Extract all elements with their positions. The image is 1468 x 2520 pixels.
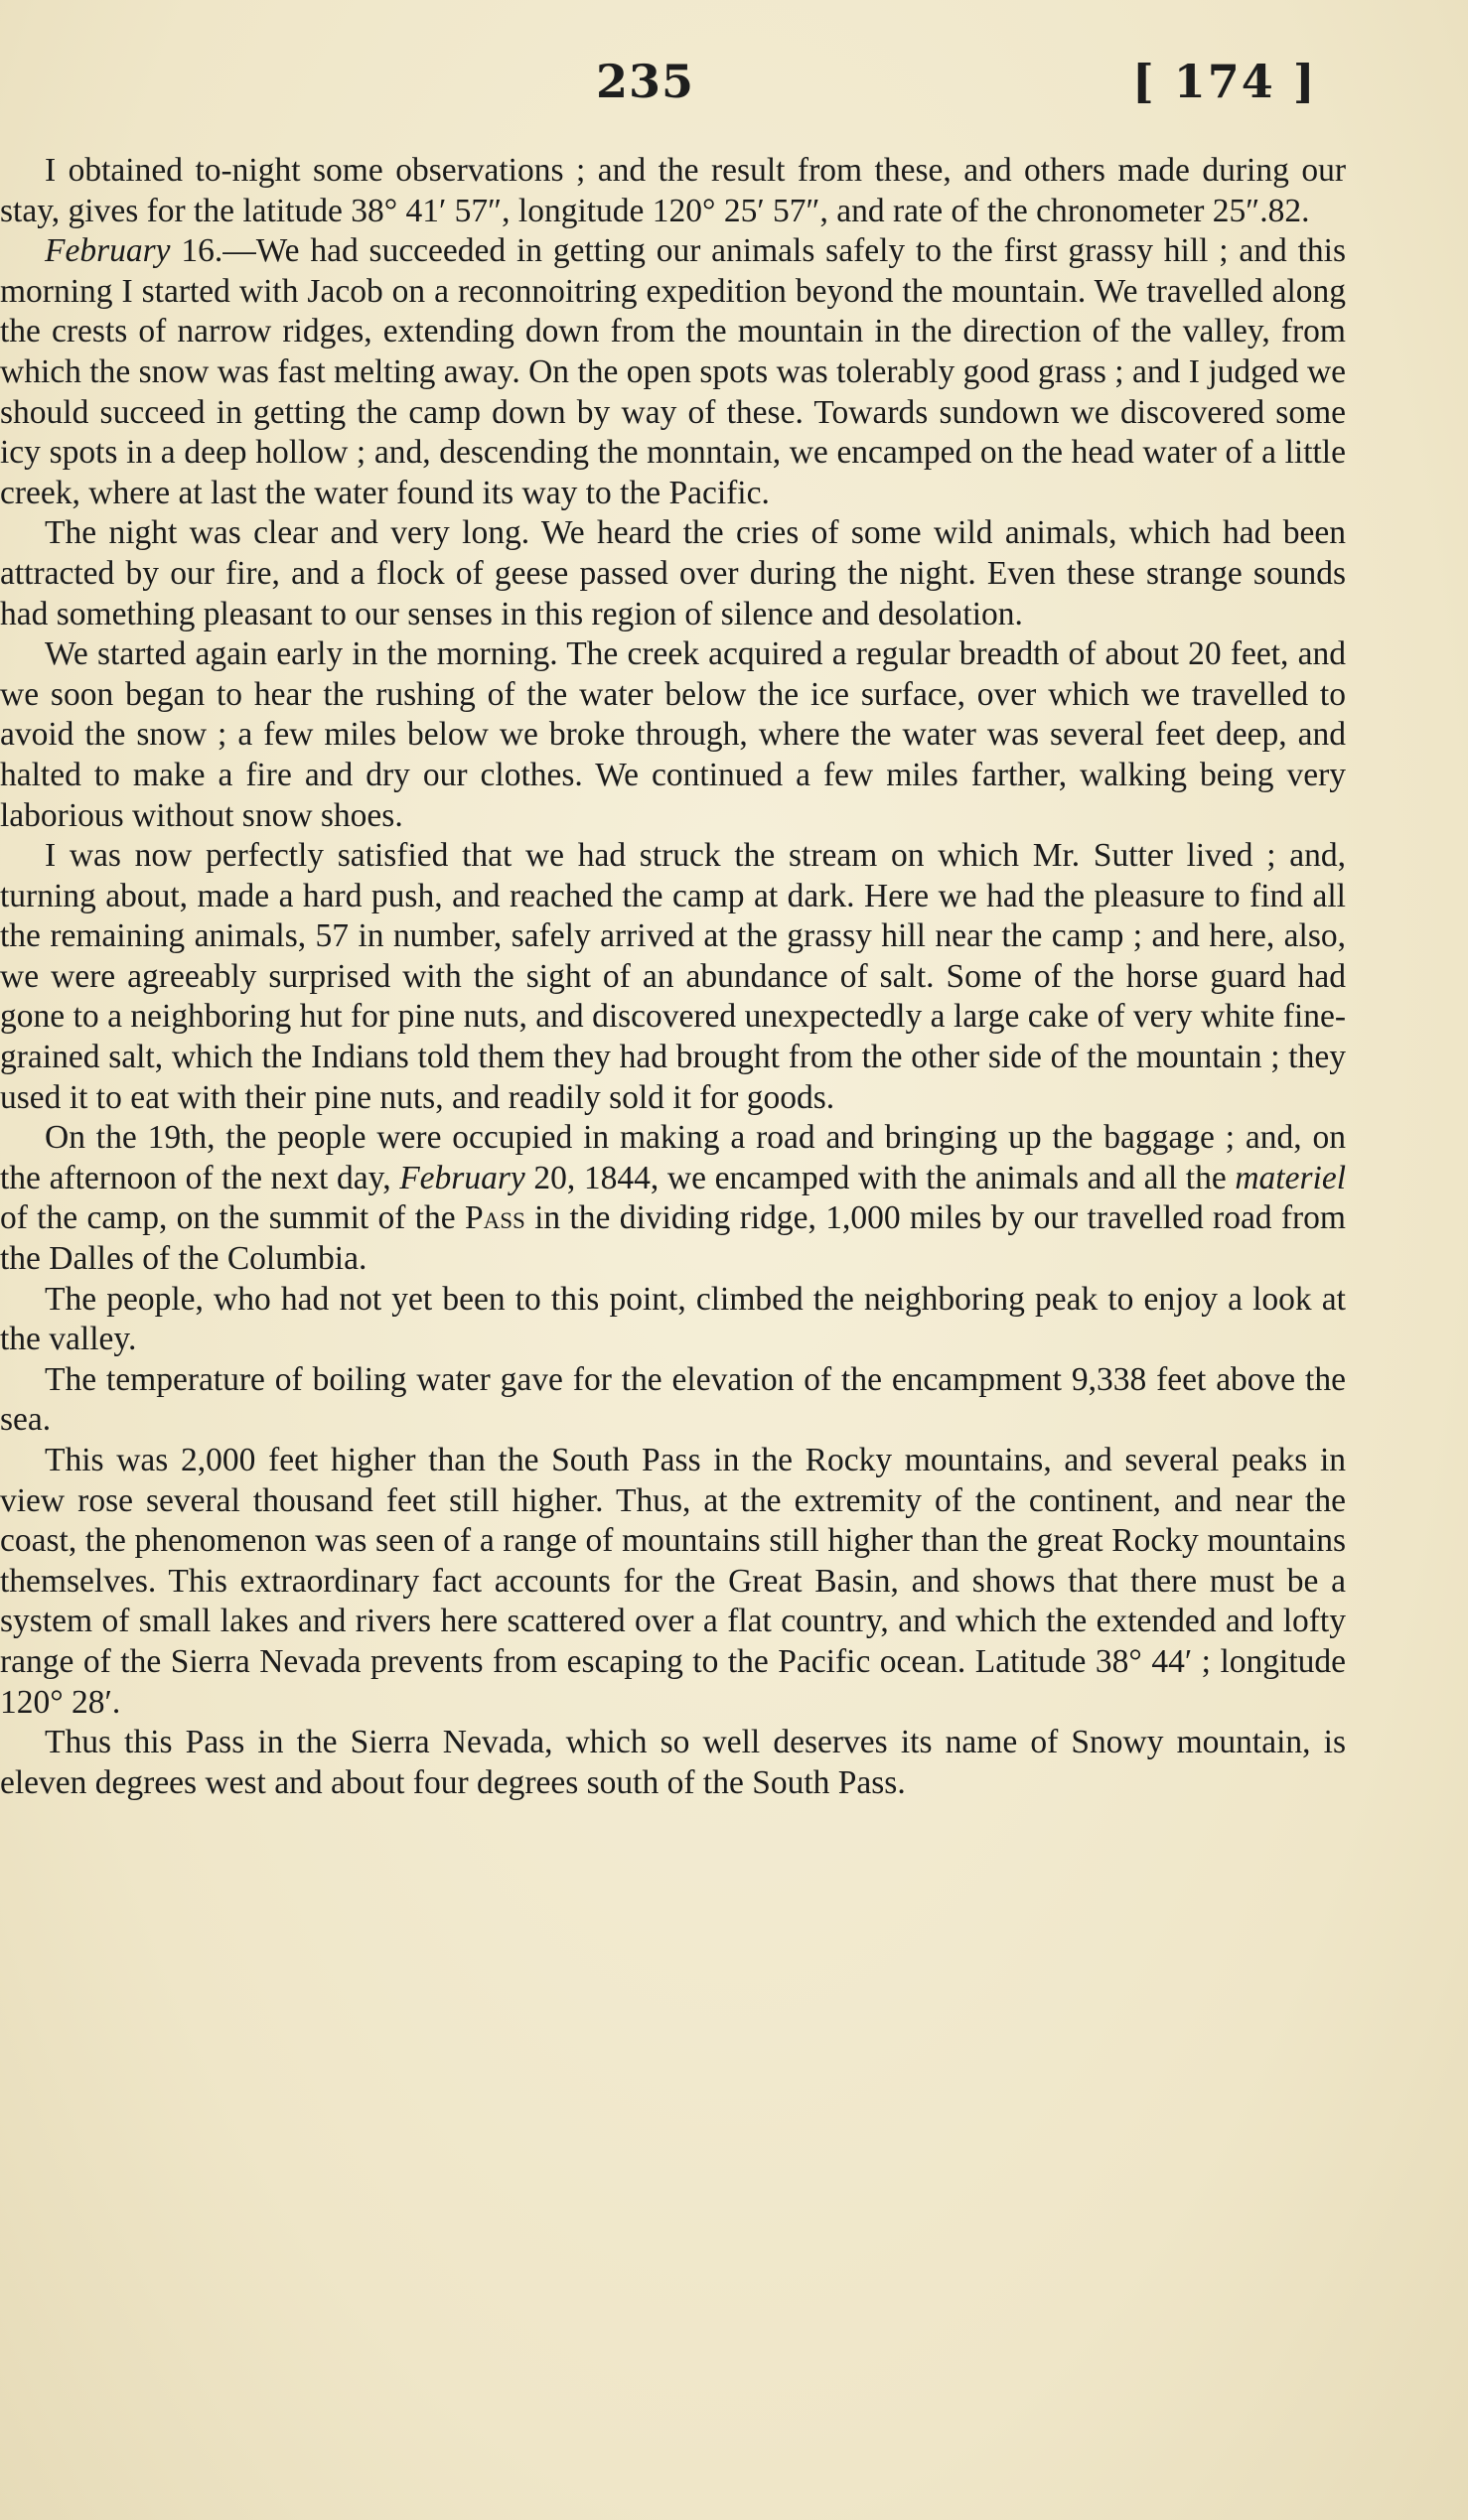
page-number: 235 [596,55,695,108]
emphasis-run: February [399,1159,525,1196]
text-run: 16.—We had succeeded in getting our animals safely to the first grassy hill ; and this morning I started with Jacob on a reconnoitring expedition beyond the mountain. We travelled along the crests of narrow ridges, extending down from the mountain in the direction of the valley, from which the snow was fast melting away. On the open spots was tolerably good grass ; and I judged we should succeed in getting the camp down by way of these. Towards sundown we discovered some icy spots in a deep hollow ; and, descending the monntain, we encamped on the head water of a little creek, where at last the water found its way to the Pacific. [0,232,1346,511]
paragraph [0,513,1346,634]
text-run: The night was clear and very long. We heard the cries of some wild animals, which had been attracted by our fire, and a flock of geese passed over during the night. Even these strange sounds had something pleasant to our senses in this region of silence and desolation. [0,514,1346,632]
text-run: This was 2,000 feet higher than the South Pass in the Rocky mountains, and several peaks in view rose several thousand feet still higher. Thus, at the extremity of the continent, and near the coast, the phenomenon was seen of a range of mountains still higher than the great Rocky mountains themselves. This extraordinary fact accounts for the Great Basin, and shows that there must be a system of small lakes and rivers here scattered over a flat country, and which the extended and lofty range of the Sierra Nevada prevents from escaping to the Pacific ocean. Latitude 38° 44′ ; longitude 120° 28′. [0,1442,1346,1721]
emphasis-run: materiel [1235,1159,1346,1196]
emphasis-run: February [45,232,171,270]
paragraph [0,836,1346,1118]
text-run: I obtained to-night some observations ; and the result from these, and others made during our stay, gives for the latitude 38° 41′ 57″, longitude 120° 25′ 57″, and rate of the chronometer 25″.82. [0,152,1346,229]
paragraph [0,1118,1346,1279]
emphasis-run: Pass [464,1199,525,1237]
paragraph [0,1723,1346,1803]
text-run: of the camp, on the summit of the [0,1199,465,1237]
body-text [0,151,1346,1803]
text-run: The people, who had not yet been to this point, climbed the neighboring peak to enjoy a look at the valley. [0,1280,1346,1358]
paragraph [0,1360,1346,1441]
text-run: I was now perfectly satisfied that we had struck the stream on which Mr. Sutter lived ; and, turning about, made a hard push, and reached the camp at dark. Here we had the pleasure to find all the remaining animals, 57 in number, safely arrived at the grassy hill near the camp ; and here, also, we were agreeably surprised with the sight of an abundance of salt. Some of the horse guard had gone to a neighboring hut for pine nuts, and discovered unexpectedly a large cake of very white fine-grained salt, which the Indians told them they had brought from the other side of the mountain ; they used it to eat with their pine nuts, and readily sold it for goods. [0,837,1346,1116]
paragraph [0,151,1346,231]
paragraph [0,231,1346,513]
text-run: The temperature of boiling water gave for the elevation of the encampment 9,338 feet above the sea. [0,1360,1346,1439]
document-number: [ 174 ] [1132,55,1317,108]
text-run: We started again early in the morning. The creek acquired a regular breadth of about 20 feet, and we soon began to hear the rushing of the water below the ice surface, over which we travelled to avoid the snow ; a few miles below we broke through, where the water was several feet deep, and halted to make a fire and dry our clothes. We continued a few miles farther, walking being very laborious without snow shoes. [0,635,1346,834]
text-run: 20, 1844, we encamped with the animals and all the [524,1159,1236,1196]
text-run: in the dividing ridge, 1,000 miles by our travelled road from the Dalles of the Columbia. [0,1199,1346,1278]
text-run: Thus this Pass in the Sierra Nevada, which so well deserves its name of Snowy mountain, is eleven degrees west and about four degrees south of the South Pass. [0,1724,1346,1801]
paragraph [0,1280,1346,1360]
paragraph [0,634,1346,836]
text-run: On the 19th, the people were occupied in making a road and bringing up the baggage ; and, on the afternoon of the next day, [0,1119,1346,1196]
paragraph [0,1441,1346,1723]
